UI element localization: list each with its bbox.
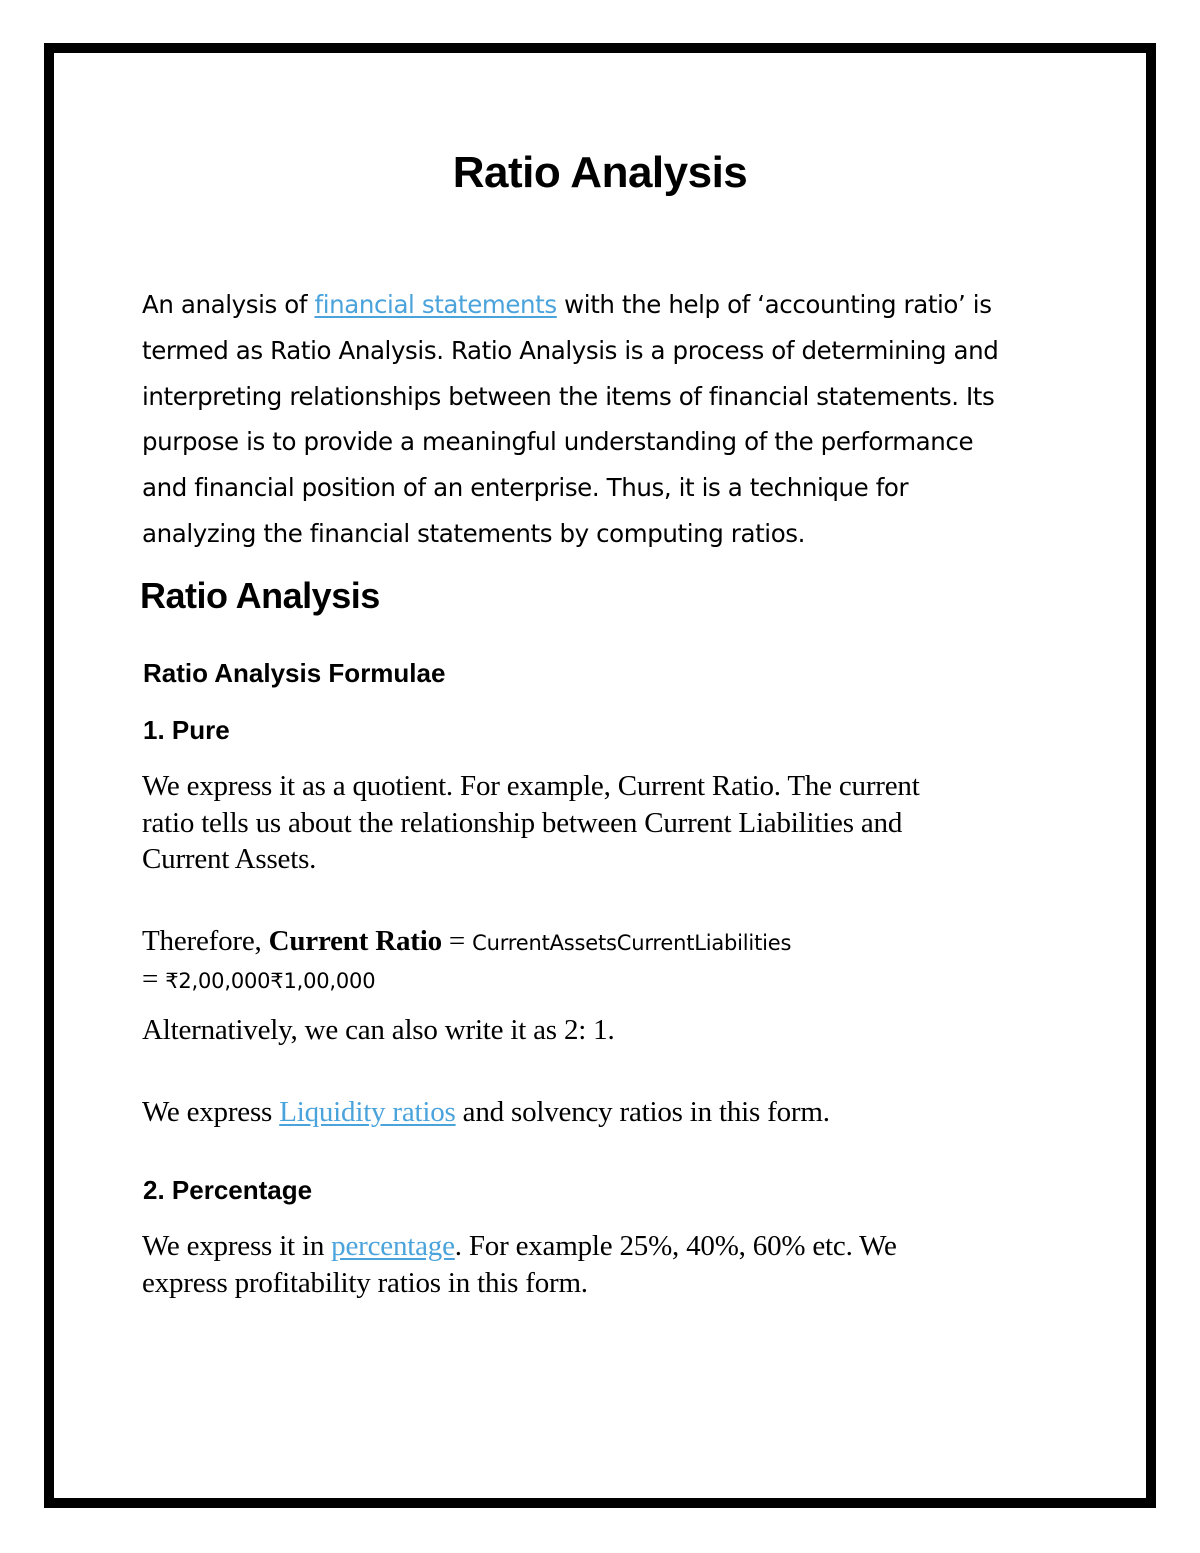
- percentage-paragraph: [142, 1228, 897, 1301]
- intro-line: An analysis of financial statements with the help of ‘accounting ratio’ is: [142, 290, 992, 319]
- page-title: Ratio Analysis: [452, 148, 748, 197]
- financial-statements-link[interactable]: financial statements: [314, 290, 557, 319]
- intro-line: and financial position of an enterprise. Thus, it is a technique for: [142, 473, 909, 503]
- intro-line: interpreting relationships between the items of financial statements. Its: [142, 381, 995, 411]
- pure-line: Current Assets.: [142, 843, 317, 875]
- percentage-heading: 2. Percentage: [143, 1175, 313, 1205]
- current-ratio-label: Current Ratio: [268, 925, 442, 957]
- pure-line: ratio tells us about the relationship between Current Liabilities and: [142, 806, 903, 839]
- liquidity-ratios-link[interactable]: Liquidity ratios: [279, 1096, 456, 1128]
- therefore-line: Therefore, Current Ratio = CurrentAssetsCurrentLiabilities: [142, 925, 792, 957]
- intro-line: analyzing the financial statements by computing ratios.: [142, 518, 806, 548]
- percentage-link[interactable]: percentage: [331, 1230, 455, 1262]
- equation-value: ₹2,00,000₹1,00,000: [165, 969, 376, 993]
- pure-line: We express it as a quotient. For example, Current Ratio. The current: [142, 770, 920, 802]
- liquidity-line: We express Liquidity ratios and solvency ratios in this form.: [142, 1096, 830, 1128]
- pure-paragraph: [142, 768, 920, 878]
- pure-heading: 1. Pure: [143, 715, 230, 745]
- equation-line: = ₹2,00,000₹1,00,000: [142, 963, 376, 995]
- percentage-line: express profitability ratios in this form.: [142, 1266, 588, 1299]
- alternatively-line: Alternatively, we can also write it as 2: 1.: [142, 1014, 615, 1046]
- percentage-line: We express it in percentage. For example 25%, 40%, 60% etc. We: [142, 1230, 897, 1262]
- intro-line: purpose is to provide a meaningful understanding of the performance: [142, 427, 974, 457]
- intro-paragraph: [142, 282, 1072, 557]
- current-ratio-formula: CurrentAssetsCurrentLiabilities: [472, 931, 792, 955]
- intro-line: termed as Ratio Analysis. Ratio Analysis is a process of determining and: [142, 335, 999, 365]
- formulae-heading: Ratio Analysis Formulae: [143, 658, 446, 688]
- section-heading: Ratio Analysis: [140, 575, 380, 616]
